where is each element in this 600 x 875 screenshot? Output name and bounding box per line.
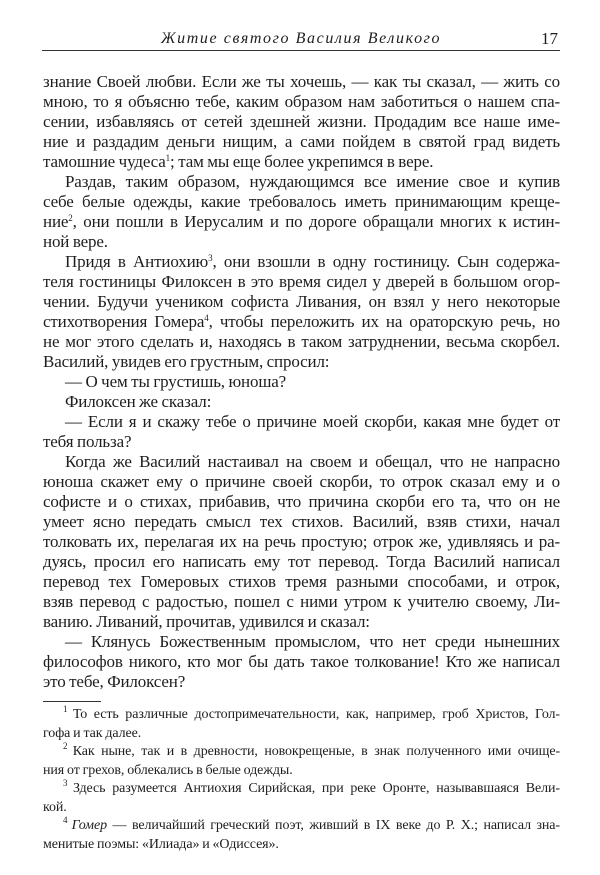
text-line: это тебе, Филоксен? — [43, 672, 186, 691]
footnote-line: менитые поэмы: «Илиада» и «Одиссея». — [43, 836, 279, 852]
text-line: сении, избавляясь от сетей здешней жизни. Продадим все наше име- — [43, 112, 560, 131]
text-line: не мог этого сделать и, находясь в таком затруднении, весьма скорбел. — [43, 332, 560, 351]
footnote-term: Гомер — [71, 818, 108, 833]
footnote-mark: 4 — [63, 815, 72, 825]
footnote-mark: 1 — [63, 704, 73, 714]
text-line: толковать их, перелагая их на речь простую; отрок же, удивляясь и ра- — [43, 532, 560, 551]
text-line: философов никого, кто мог бы дать такое толкование! Кто же написал — [43, 652, 560, 671]
text-line: ние и раздадим деньги нищим, а сами пойдем в святой град видеть — [43, 132, 560, 151]
paragraph — [43, 412, 560, 452]
paragraph — [43, 72, 560, 172]
main-text — [43, 72, 560, 692]
footnote-line: ния от грехов, облекались в белые одежды. — [43, 762, 293, 778]
text-line: стихотворения Гомера$^4$, чтобы переложить их на ораторскую речь, но — [43, 312, 561, 331]
text-line: Когда же Василий настаивал на своем и обещал, что не напрасно — [65, 452, 560, 471]
running-title: Житие святого Василия Великого — [160, 30, 442, 47]
footnotes — [43, 706, 560, 854]
running-header — [42, 28, 560, 51]
paragraph — [43, 632, 560, 692]
paragraph — [43, 452, 560, 632]
text-line: Филоксен же сказал: — [65, 392, 212, 411]
paragraph — [43, 252, 560, 372]
footnote-line: $^3$ Здесь разумеется Антиохия Сирийская, при реке Оронте, называвшаяся Вели- — [63, 778, 560, 796]
footnote-ref: 3 — [208, 253, 213, 263]
paragraph — [43, 372, 560, 392]
text-line: тамошние чудеса$^1$; там мы еще более укрепимся в вере. — [43, 152, 434, 171]
text-line: ванию. Ливаний, прочитав, удивился и сказал: — [43, 612, 370, 631]
text-line: — О чем ты грустишь, юноша? — [65, 372, 287, 391]
page-number: 17 — [541, 29, 558, 48]
text-line: ние$^2$, они пошли в Иерусалим и по дороге обращали многих к истин- — [43, 212, 560, 231]
text-line: знание Своей любви. Если же ты хочешь, — как ты сказал, — жить со — [43, 72, 560, 91]
footnote-mark: 2 — [63, 741, 73, 751]
text-line: — Клянусь Божественным промыслом, что нет среди нынешних — [65, 632, 560, 651]
footnote-mark: 3 — [63, 778, 73, 788]
text-line: себе белые одежды, какие требовалось иметь принимающим креще- — [43, 192, 560, 211]
text-line: перевод тех Гомеровых стихов тремя разными способами, и отрок, — [43, 572, 560, 591]
footnote-line: кой. — [43, 799, 67, 815]
text-line: дуясь, просил его написать ему тот перевод. Тогда Василий написал — [43, 552, 560, 571]
text-line: Раздав, таким образом, нуждающимся все имение свое и купив — [65, 172, 560, 191]
footnote-ref: 1 — [165, 153, 171, 163]
text-line: теля гостиницы Филоксен в это время сидел у дверей в большом огор- — [43, 272, 560, 291]
footnote-separator — [43, 701, 101, 702]
footnote-line: $^4$ Гомер — величайший греческий поэт, живший в IX веке до Р. Х.; написал зна- — [63, 815, 560, 833]
footnote-4 — [43, 817, 560, 854]
text-line: — Если я и скажу тебе о причине моей скорби, какая мне будет от — [65, 412, 560, 431]
footnote-1 — [43, 706, 560, 743]
text-line: софисте и о стихах, прибавив, что причина скорби его та, что он не — [43, 492, 560, 511]
text-line: взяв перевод с радостью, пошел с ними утром к учителю своему, Ли- — [43, 592, 560, 611]
text-line: чении. Будучи учеником софиста Ливания, он взял у него некоторые — [43, 292, 560, 311]
text-line: Василий, увидев его грустным, спросил: — [43, 352, 330, 371]
footnote-3 — [43, 780, 560, 817]
footnote-line: гофа и так далее. — [43, 725, 142, 741]
text-line: Придя в Антиохию$^3$, они взошли в одну гостиницу. Сын содержа- — [65, 252, 560, 271]
footnote-2 — [43, 743, 560, 780]
paragraph — [43, 392, 560, 412]
text-line: тебя польза? — [43, 432, 132, 451]
footnote-line: $^2$ Как ныне, так и в древности, новокрещеные, в знак полученного ими очище- — [63, 741, 561, 759]
footnote-ref: 4 — [204, 313, 209, 323]
text-line: юноша скажет ему о причине своей скорби, то отрок сказал ему и о — [43, 472, 560, 491]
text-line: ной вере. — [43, 232, 108, 251]
footnote-line: $^1$ То есть различные достопримечательности, как, например, гроб Христов, Гол- — [63, 704, 560, 722]
text-line: мною, то я объясню тебе, каким образом нам заботиться о нашем спа- — [43, 92, 560, 111]
paragraph — [43, 172, 560, 252]
footnote-ref: 2 — [68, 213, 73, 223]
text-line: умеет ясно передать смысл тех стихов. Василий, взяв стихи, начал — [43, 512, 560, 531]
